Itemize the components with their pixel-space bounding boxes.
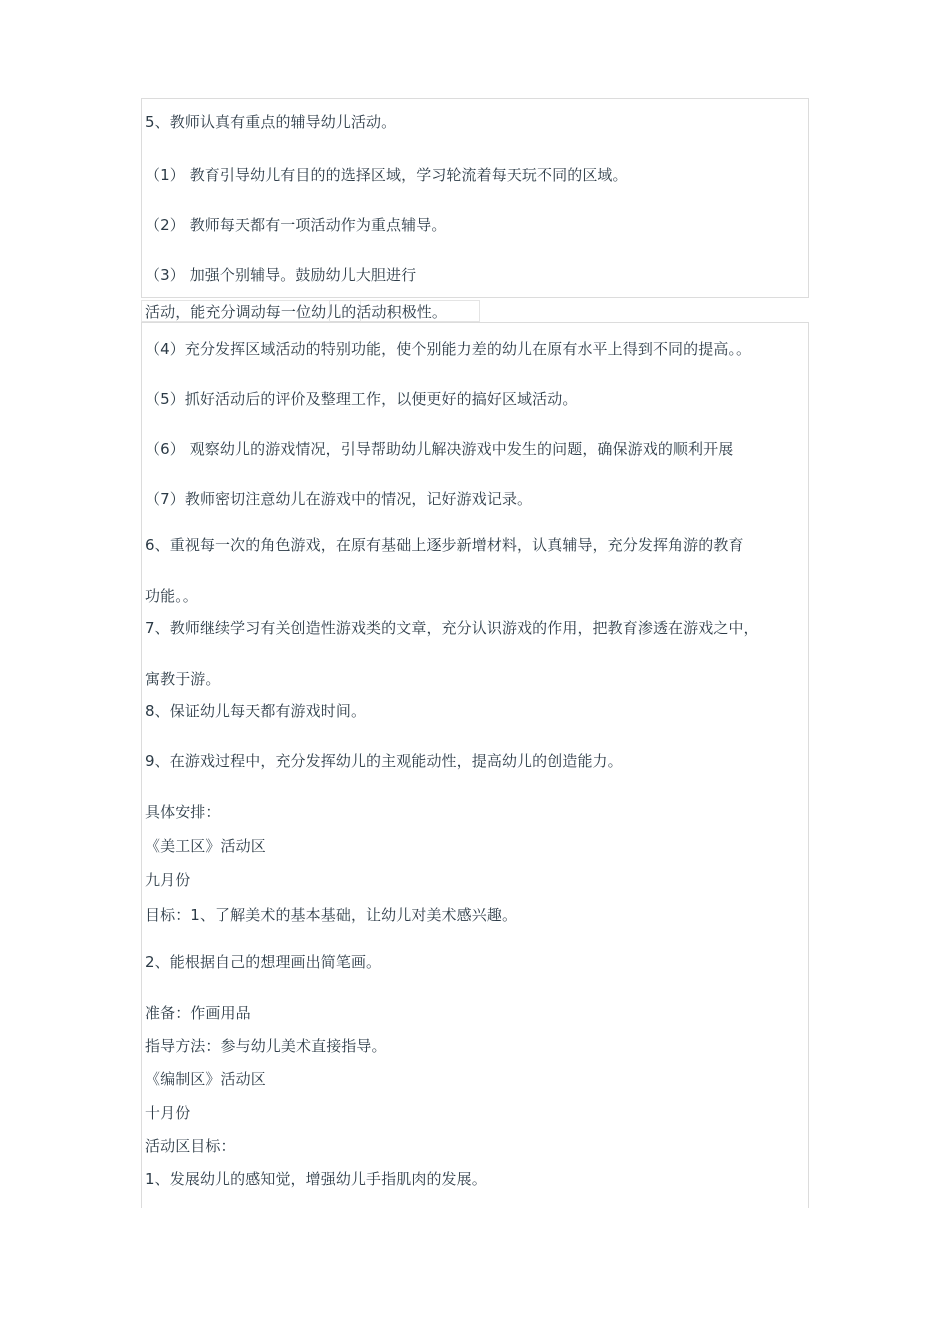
paragraph-line: 活动区目标： bbox=[145, 1137, 236, 1155]
paragraph-line: 1、发展幼儿的感知觉，增强幼儿手指肌肉的发展。 bbox=[145, 1170, 487, 1188]
paragraph-line: 目标：1、了解美术的基本基础，让幼儿对美术感兴趣。 bbox=[145, 906, 518, 924]
paragraph-line: 指导方法：参与幼儿美术直接指导。 bbox=[145, 1037, 387, 1055]
paragraph-line: 准备：作画用品 bbox=[145, 1004, 251, 1022]
paragraph-line: （1） 教育引导幼儿有目的的选择区域，学习轮流着每天玩不同的区域。 bbox=[145, 166, 628, 184]
paragraph-line: 9、在游戏过程中，充分发挥幼儿的主观能动性，提高幼儿的创造能力。 bbox=[145, 752, 623, 770]
paragraph-line: （6） 观察幼儿的游戏情况，引导帮助幼儿解决游戏中发生的问题，确保游戏的顺利开展 bbox=[145, 440, 734, 458]
paragraph-line: 十月份 bbox=[145, 1104, 191, 1122]
paragraph-line: （4）充分发挥区域活动的特别功能，使个别能力差的幼儿在原有水平上得到不同的提高。。 bbox=[145, 340, 752, 358]
paragraph-line: 功能。。 bbox=[145, 587, 198, 605]
paragraph-line: （2） 教师每天都有一项活动作为重点辅导。 bbox=[145, 216, 447, 234]
paragraph-line: 活动，能充分调动每一位幼儿的活动积极性。 bbox=[145, 303, 448, 321]
paragraph-line: （5）抓好活动后的评价及整理工作，以便更好的搞好区域活动。 bbox=[145, 390, 578, 408]
paragraph-line: （7）教师密切注意幼儿在游戏中的情况，记好游戏记录。 bbox=[145, 490, 533, 508]
paragraph-line: 《美工区》活动区 bbox=[145, 837, 266, 855]
paragraph-line: （3） 加强个别辅导。鼓励幼儿大胆进行 bbox=[145, 266, 417, 284]
paragraph-line: 5、教师认真有重点的辅导幼儿活动。 bbox=[145, 113, 397, 131]
paragraph-line: 《编制区》活动区 bbox=[145, 1070, 266, 1088]
paragraph-line: 具体安排： bbox=[145, 803, 221, 821]
paragraph-line: 6、重视每一次的角色游戏，在原有基础上逐步新增材料，认真辅导，充分发挥角游的教育 bbox=[145, 536, 744, 554]
paragraph-line: 九月份 bbox=[145, 871, 191, 889]
paragraph-line: 2、能根据自己的想理画出简笔画。 bbox=[145, 953, 382, 971]
paragraph-line: 7、教师继续学习有关创造性游戏类的文章，充分认识游戏的作用，把教育渗透在游戏之中， bbox=[145, 619, 759, 637]
paragraph-line: 寓教于游。 bbox=[145, 670, 221, 688]
paragraph-line: 8、保证幼儿每天都有游戏时间。 bbox=[145, 702, 367, 720]
